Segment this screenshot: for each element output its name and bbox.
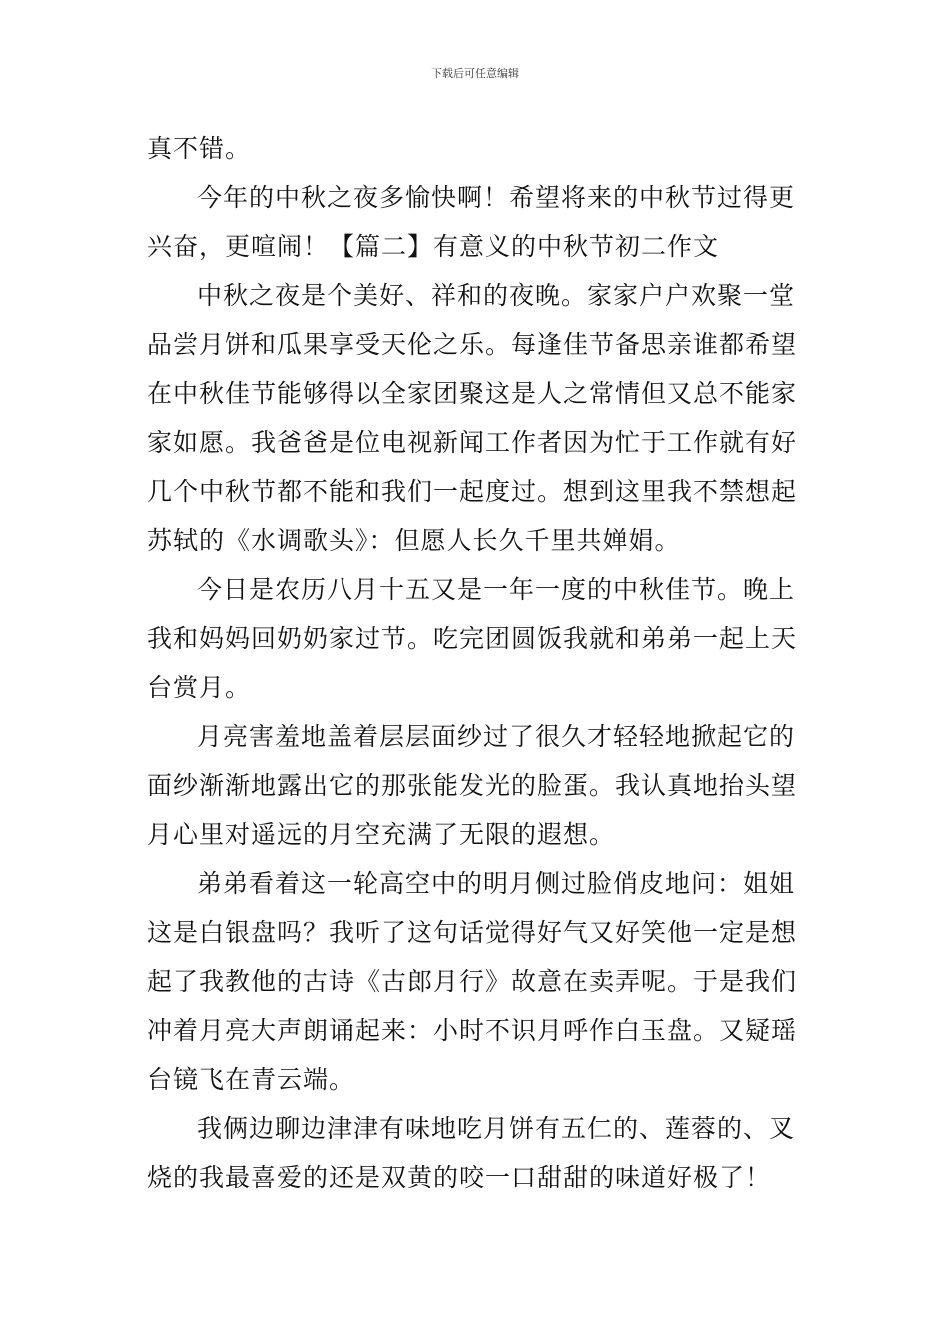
text-line: 家如愿。我爸爸是位电视新闻工作者因为忙于工作就有好 (147, 428, 798, 457)
text-line: 月心里对遥远的月空充满了无限的遐想。 (147, 820, 616, 849)
page-header: 下载后可任意编辑 (431, 67, 519, 80)
paragraph (147, 712, 809, 859)
text-line: 中秋之夜是个美好、祥和的夜晚。家家户户欢聚一堂 (197, 281, 796, 310)
text-line: 在中秋佳节能够得以全家团聚这是人之常情但又总不能家 (147, 379, 798, 408)
paragraph (147, 859, 809, 1104)
text-line: 我和妈妈回奶奶家过节。吃完团圆饭我就和弟弟一起上天 (147, 624, 798, 653)
text-line: 月亮害羞地盖着层层面纱过了很久才轻轻地掀起它的 (197, 722, 796, 751)
text-line: 弟弟看着这一轮高空中的明月侧过脸俏皮地问：姐姐 (197, 869, 796, 898)
text-line: 台赏月。 (147, 673, 252, 702)
text-line: 起了我教他的古诗《古郎月行》故意在卖弄呢。于是我们 (147, 967, 798, 996)
document-body (147, 124, 809, 1202)
text-line: 今年的中秋之夜多愉快啊！希望将来的中秋节过得更 (197, 183, 796, 212)
text-line: 苏轼的《水调歌头》：但愿人长久千里共婵娟。 (147, 526, 681, 555)
paragraph (147, 1104, 809, 1202)
text-line: 品尝月饼和瓜果享受天伦之乐。每逢佳节备思亲谁都希望 (147, 330, 798, 359)
text-line: 台镜飞在青云端。 (147, 1065, 356, 1094)
text-line: 我俩边聊边津津有味地吃月饼有五仁的、莲蓉的、叉 (197, 1114, 796, 1143)
paragraph (147, 271, 809, 565)
text-line: 冲着月亮大声朗诵起来：小时不识月呼作白玉盘。又疑瑶 (147, 1016, 798, 1045)
text-line: 今日是农历八月十五又是一年一度的中秋佳节。晚上 (197, 575, 796, 604)
text-line: 兴奋，更喧闹！【篇二】有意义的中秋节初二作文 (147, 232, 720, 261)
text-line: 几个中秋节都不能和我们一起度过。想到这里我不禁想起 (147, 477, 798, 506)
text-line: 真不错。 (147, 134, 252, 163)
paragraph (147, 124, 809, 173)
paragraph (147, 173, 809, 271)
text-line: 面纱渐渐地露出它的那张能发光的脸蛋。我认真地抬头望 (147, 771, 798, 800)
text-line: 烧的我最喜爱的还是双黄的咬一口甜甜的味道好极了！ (147, 1163, 772, 1192)
paragraph (147, 565, 809, 712)
text-line: 这是白银盘吗？我听了这句话觉得好气又好笑他一定是想 (147, 918, 798, 947)
